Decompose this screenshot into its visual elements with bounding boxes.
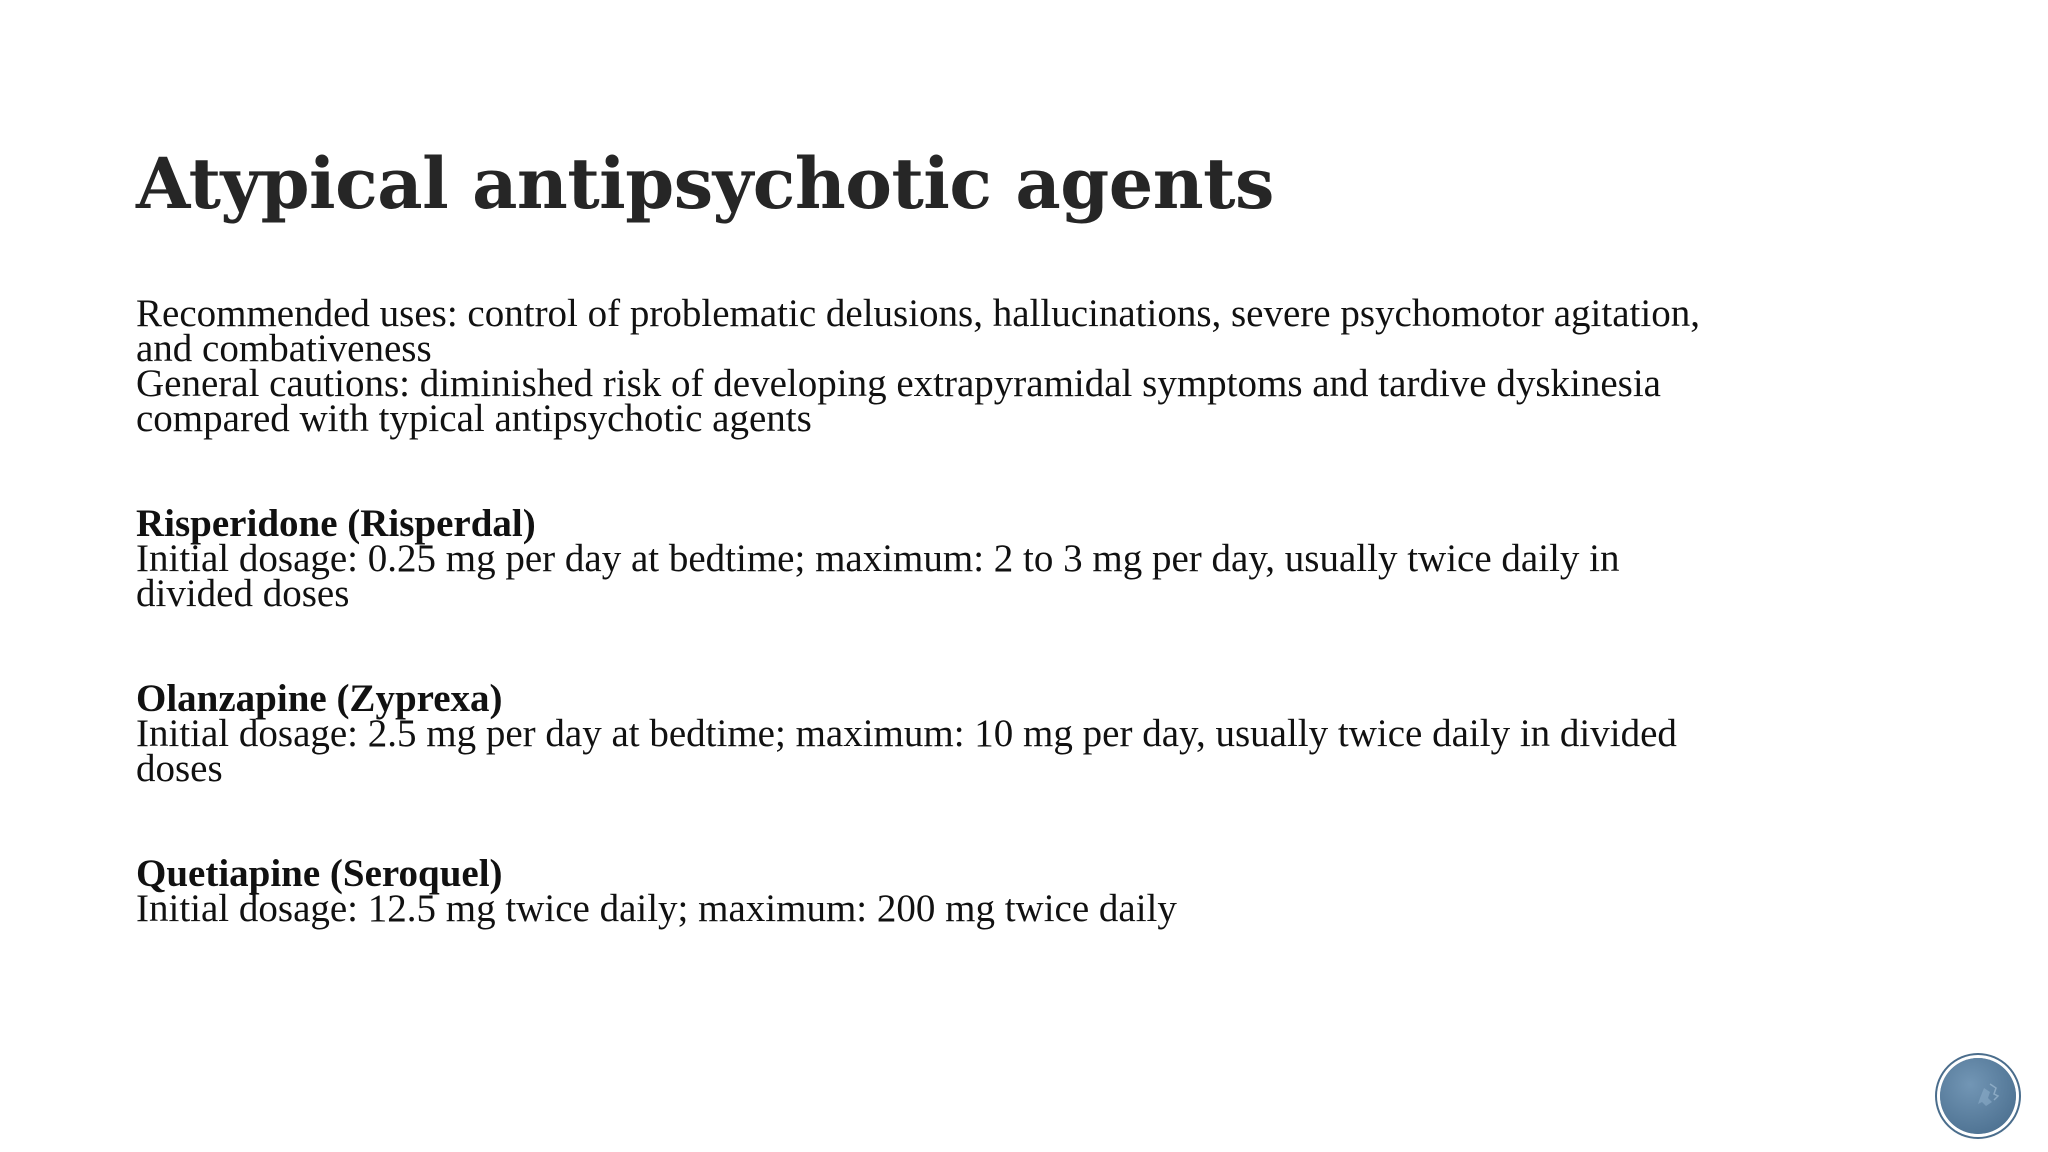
drug-entry-olanzapine [136, 677, 1896, 790]
spacer [136, 436, 1896, 506]
drug-dose-line-1: Initial dosage: 0.25 mg per day at bedtime; maximum: 2 to 3 mg per day, usually twice daily in [136, 537, 1620, 580]
intro-cautions [136, 362, 1896, 440]
intro-uses-line-1: Recommended uses: control of problematic delusions, hallucinations, severe psychomotor agitation, [136, 292, 1700, 335]
spacer [136, 611, 1896, 681]
intro-cautions-line-1: General cautions: diminished risk of developing extrapyramidal symptoms and tardive dyskinesia [136, 362, 1661, 405]
slide-navigation-icon [1940, 1058, 2016, 1134]
intro-uses-line-2: and combativeness [136, 327, 432, 370]
drug-name: Quetiapine (Seroquel) [136, 852, 503, 895]
drug-dose-line-2: doses [136, 747, 223, 790]
drug-dose-line-1: Initial dosage: 2.5 mg per day at bedtime; maximum: 10 mg per day, usually twice daily in divided [136, 712, 1677, 755]
drug-dose-line-1: Initial dosage: 12.5 mg twice daily; maximum: 200 mg twice daily [136, 887, 1177, 930]
drug-entry-risperidone [136, 502, 1896, 615]
drug-entry-quetiapine [136, 852, 1896, 930]
slide-navigation-button[interactable] [1940, 1058, 2016, 1134]
drug-dose-line-2: divided doses [136, 572, 350, 615]
drug-name: Olanzapine (Zyprexa) [136, 677, 503, 720]
drug-name: Risperidone (Risperdal) [136, 502, 536, 545]
intro-uses [136, 292, 1896, 370]
spacer [136, 786, 1896, 856]
slide-body [136, 292, 1896, 930]
intro-cautions-line-2: compared with typical antipsychotic agents [136, 397, 812, 440]
slide-title: Atypical antipsychotic agents [136, 142, 1274, 225]
